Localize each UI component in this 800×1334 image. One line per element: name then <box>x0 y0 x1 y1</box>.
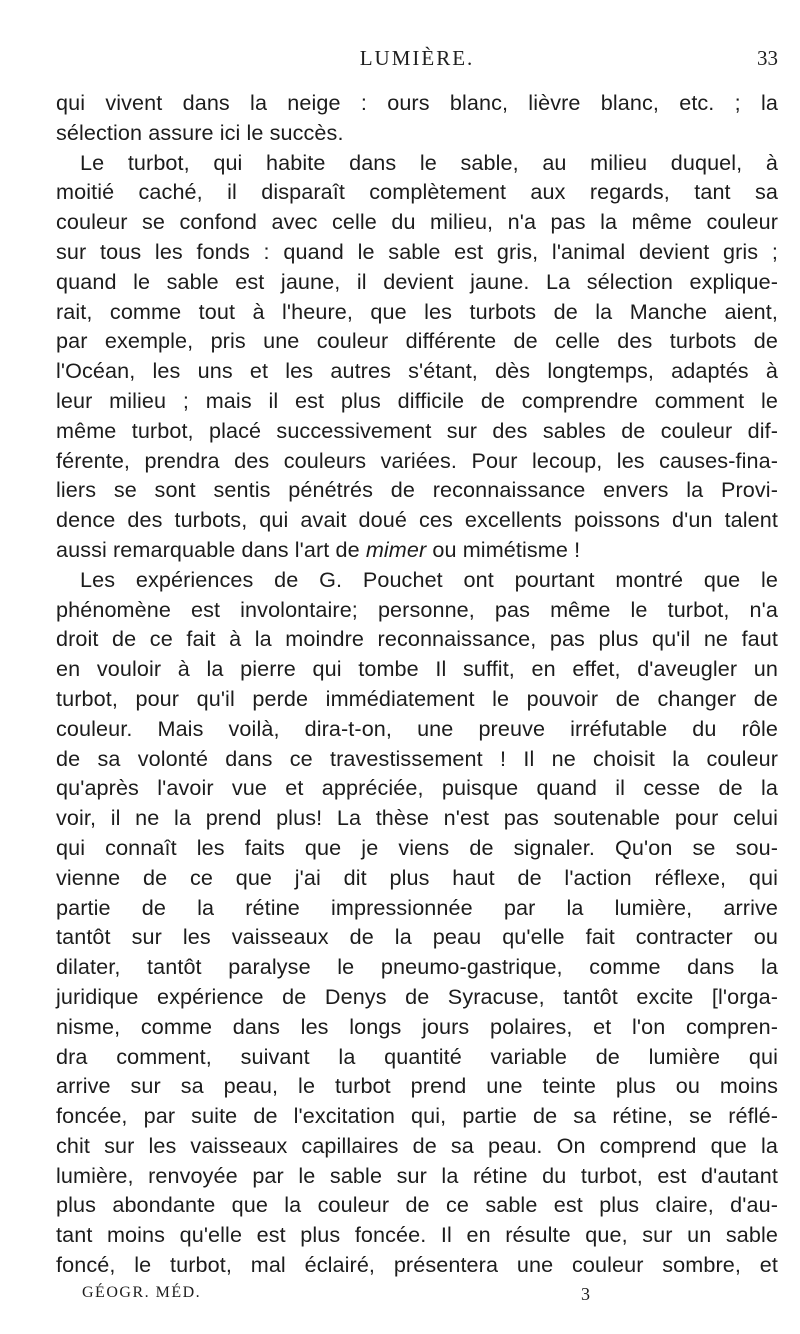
book-page <box>56 40 778 1312</box>
text-line: couleur se confond avec celle du milieu, n'a pas la même couleur <box>56 209 778 235</box>
text-line: rait, comme tout à l'heure, que les turbots de la Manche aient, <box>56 298 778 324</box>
text-line: tantôt sur les vaisseaux de la peau qu'elle fait contracter ou <box>56 924 778 950</box>
text-line: nisme, comme dans les longs jours polaires, et l'on compren- <box>56 1013 778 1039</box>
page-footer <box>56 1282 778 1312</box>
text-line: juridique expérience de Denys de Syracuse, tantôt excite [l'orga- <box>56 983 778 1009</box>
text-line: chit sur les vaisseaux capillaires de sa peau. On comprend que la <box>56 1132 778 1158</box>
text-line: lumière, renvoyée par le sable sur la rétine du turbot, est d'autant <box>56 1162 778 1188</box>
body-text <box>56 88 778 1280</box>
text-line: plus abondante que la couleur de ce sable est plus claire, d'au- <box>56 1192 778 1218</box>
text-line: phénomène est involontaire; personne, pas même le turbot, n'a <box>56 596 778 622</box>
signature-number: 3 <box>581 1283 590 1304</box>
text-line: voir, il ne la prend plus! La thèse n'est pas soutenable pour celui <box>56 805 778 831</box>
text-line: foncée, par suite de l'excitation qui, partie de sa rétine, se réflé- <box>56 1103 778 1129</box>
text-line: l'Océan, les uns et les autres s'étant, dès longtemps, adaptés à <box>56 358 778 384</box>
text-line: Les expériences de G. Pouchet ont pourtant montré que le <box>80 566 778 592</box>
text-line: de sa volonté dans ce travestissement ! Il ne choisit la couleur <box>56 745 778 771</box>
text-line: arrive sur sa peau, le turbot prend une teinte plus ou moins <box>56 1073 778 1099</box>
text-line: dra comment, suivant la quantité variable de lumière qui <box>56 1043 778 1069</box>
text-line: même turbot, placé successivement sur des sables de couleur dif- <box>56 417 778 443</box>
text-line: liers se sont sentis pénétrés de reconnaissance envers la Provi- <box>56 477 778 503</box>
text-line: quand le sable est jaune, il devient jaune. La sélection explique- <box>56 268 778 294</box>
text-line: qu'après l'avoir vue et appréciée, puisque quand il cesse de la <box>56 775 778 801</box>
text-line: moitié caché, il disparaît complètement aux regards, tant sa <box>56 179 778 205</box>
text-line: turbot, pour qu'il perde immédiatement le pouvoir de changer de <box>56 685 778 711</box>
text-line: qui vivent dans la neige : ours blanc, lièvre blanc, etc. ; la <box>56 90 778 115</box>
page-number: 33 <box>757 46 778 70</box>
text-line: vienne de ce que j'ai dit plus haut de l'action réflexe, qui <box>56 864 778 890</box>
text-line: férente, prendra des couleurs variées. Pour lecoup, les causes-fina- <box>56 447 778 473</box>
text-line: sélection assure ici le succès. <box>56 119 344 145</box>
text-line: par exemple, pris une couleur différente de celle des turbots de <box>56 328 778 354</box>
text-line: dilater, tantôt paralyse le pneumo-gastrique, comme dans la <box>56 954 778 980</box>
text-line: foncé, le turbot, mal éclairé, présentera une couleur sombre, et <box>56 1252 778 1278</box>
text-line: sur tous les fonds : quand le sable est gris, l'animal devient gris ; <box>56 238 778 264</box>
text-line: couleur. Mais voilà, dira-t-on, une preuve irréfutable du rôle <box>56 715 778 741</box>
text-line: aussi remarquable dans l'art de mimer ou mimétisme ! <box>56 536 581 562</box>
italic-word: mimer <box>365 536 427 562</box>
text-line: droit de ce fait à la moindre reconnaissance, pas plus qu'il ne faut <box>56 626 778 652</box>
text-line: partie de la rétine impressionnée par la lumière, arrive <box>56 894 778 920</box>
text-line: dence des turbots, qui avait doué ces excellents poissons d'un talent <box>56 507 778 533</box>
text-line: Le turbot, qui habite dans le sable, au milieu duquel, à <box>80 149 778 175</box>
running-title: LUMIÈRE. <box>359 46 475 70</box>
text-line: leur milieu ; mais il est plus difficile de comprendre comment le <box>56 387 778 413</box>
page-header <box>56 40 778 80</box>
printer-signature: GÉOGR. MÉD. <box>82 1283 202 1301</box>
text-line: qui connaît les faits que je viens de signaler. Qu'on se sou- <box>56 834 778 860</box>
text-line: en vouloir à la pierre qui tombe Il suffit, en effet, d'aveugler un <box>56 656 778 682</box>
text-line: tant moins qu'elle est plus foncée. Il en résulte que, sur un sable <box>56 1222 778 1248</box>
